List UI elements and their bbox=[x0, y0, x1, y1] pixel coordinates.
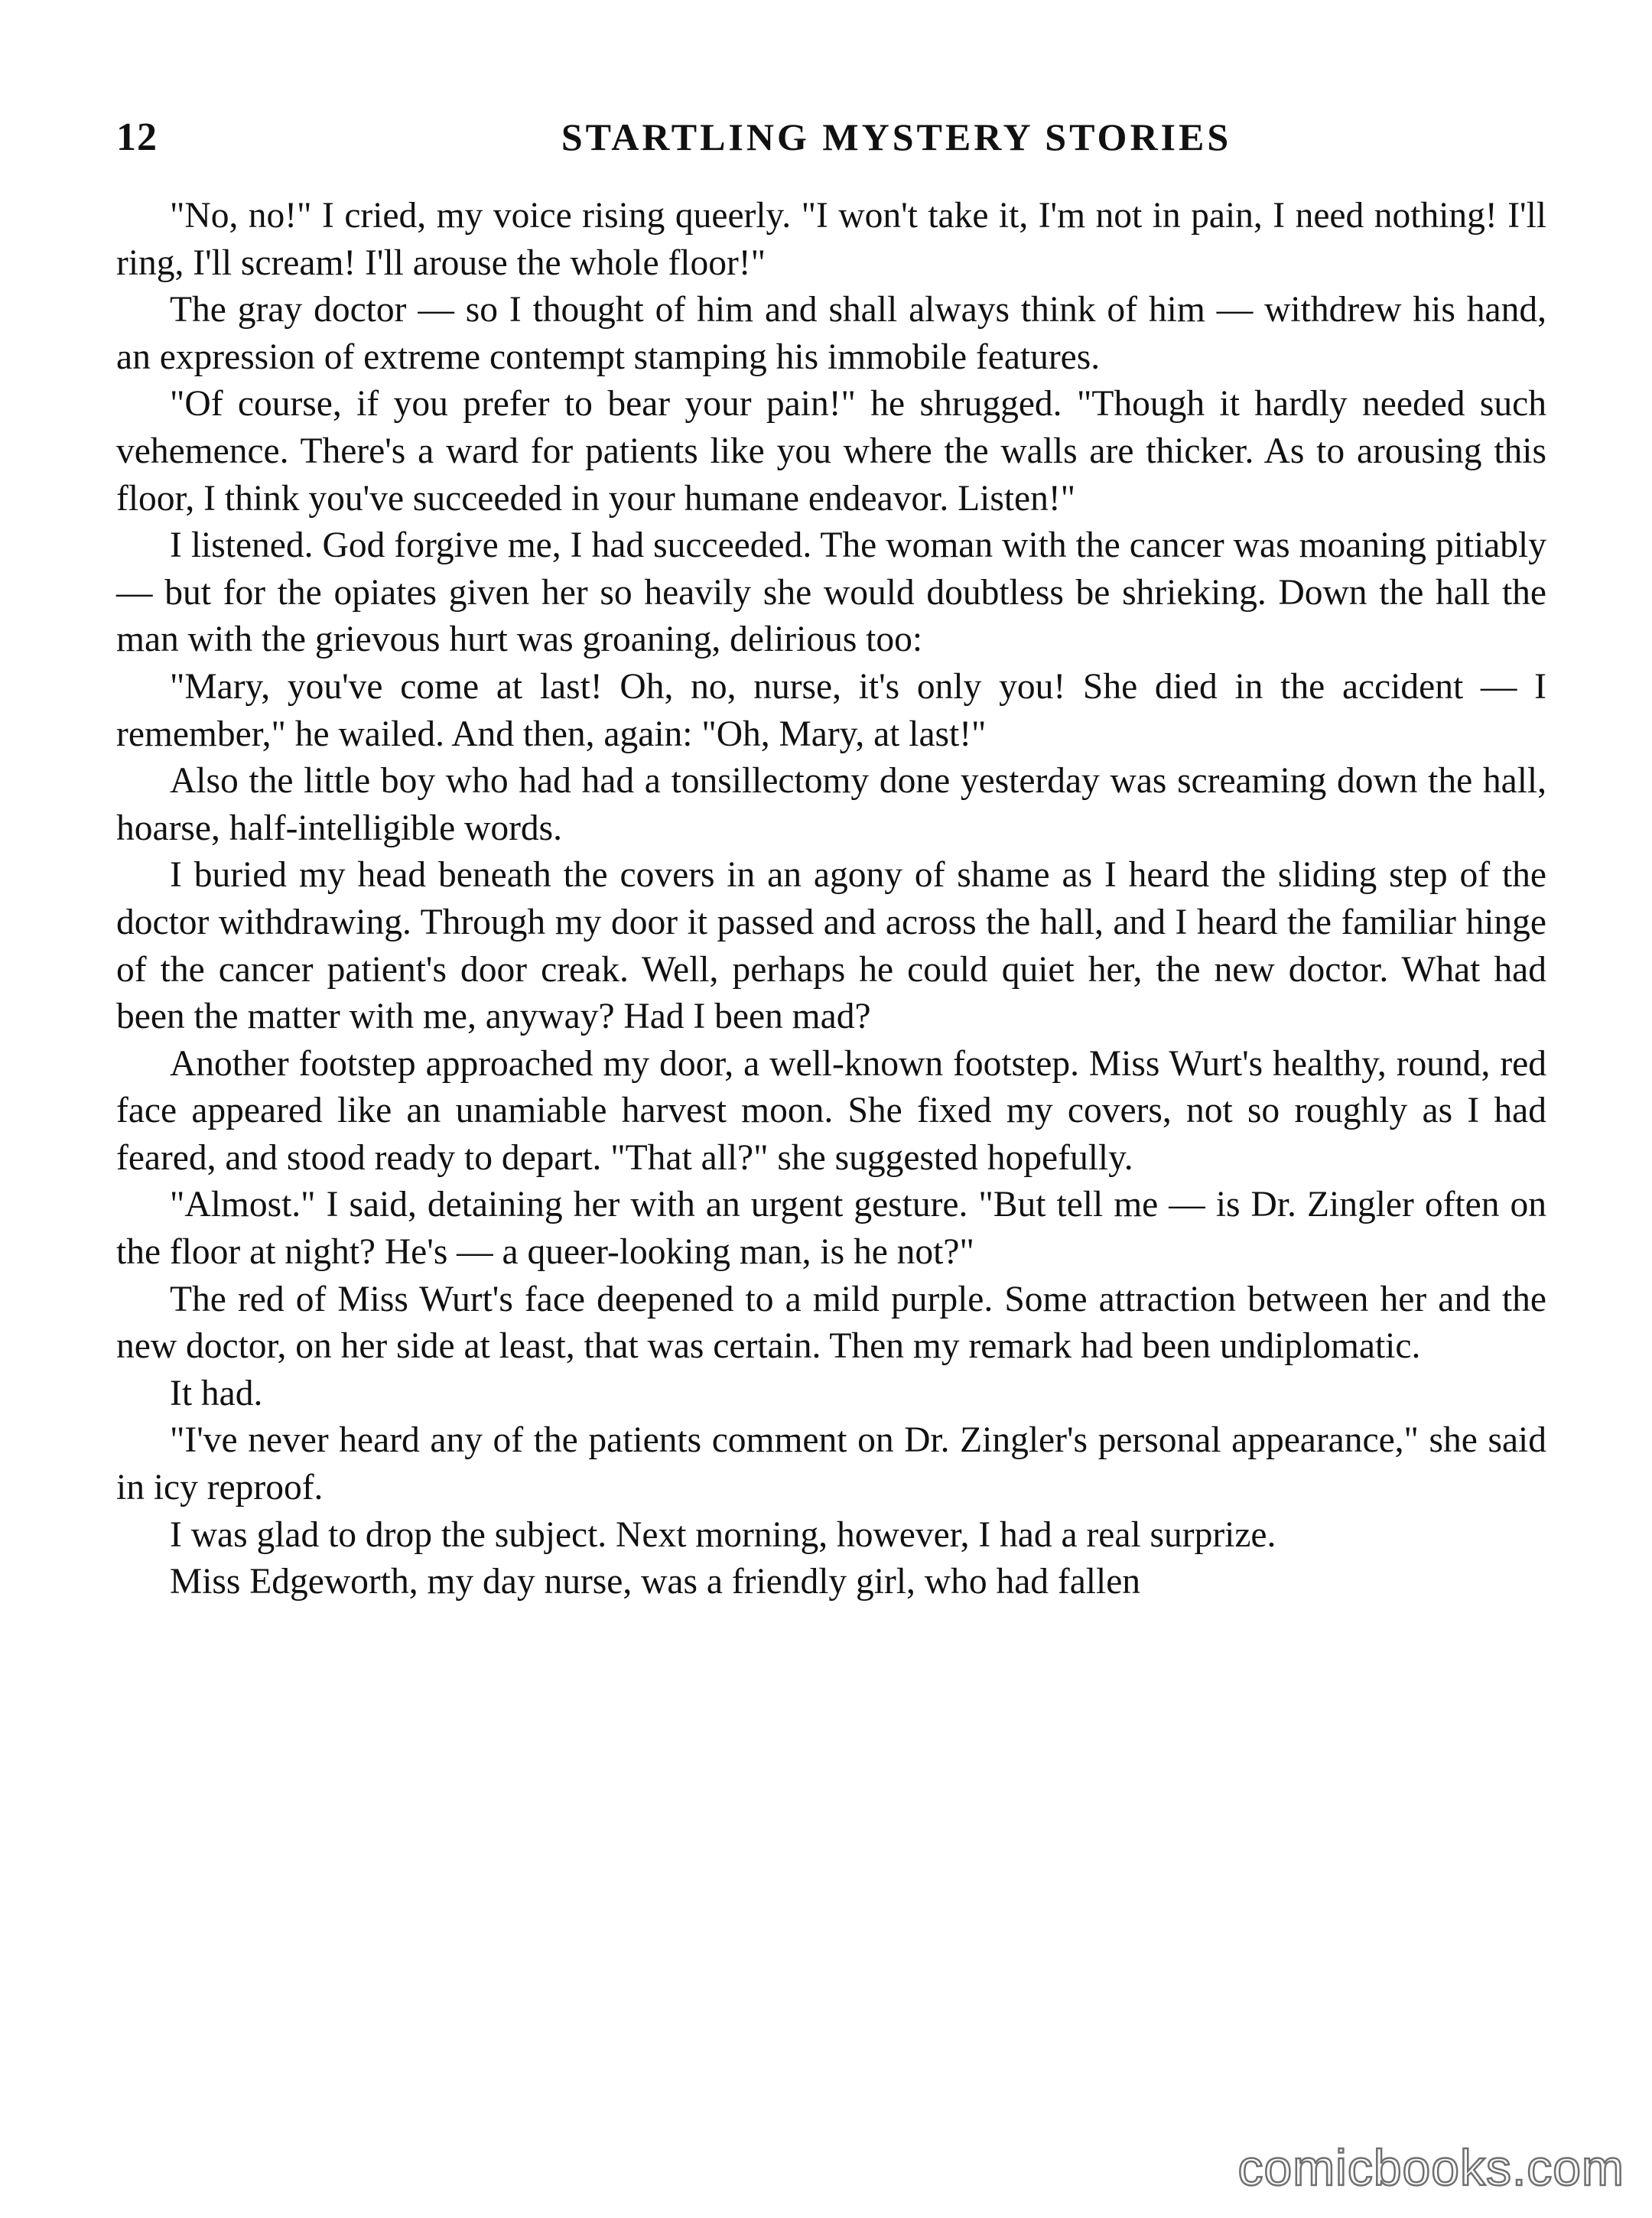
paragraph: "Almost." I said, detaining her with an urgent gesture. "But tell me — is Dr. Zingler often on the floor at night? He's — a queer-looking man, is he not?" bbox=[116, 1185, 1546, 1273]
paragraph: I buried my head beneath the covers in an agony of shame as I heard the sliding step of the doctor withdrawing. Through my door it passed and across the hall, and I heard the familiar hinge of the cancer patient's door creak. Well, perhaps he could quiet her, the new doctor. What had been the matter with me, anyway? Had I been mad? bbox=[116, 855, 1546, 1037]
paragraph: I was glad to drop the subject. Next morning, however, I had a real surprize. bbox=[170, 1514, 1276, 1555]
paragraph: Also the little boy who had had a tonsillectomy done yesterday was screaming down the hall, hoarse, half-intelligible words. bbox=[116, 761, 1546, 848]
paragraph: The gray doctor — so I thought of him and shall always think of him — withdrew his hand, an expression of extreme contempt stamping his immobile features. bbox=[116, 290, 1546, 377]
paragraph: "I've never heard any of the patients comment on Dr. Zingler's personal appearance," she said in icy reproof. bbox=[116, 1420, 1546, 1508]
paragraph: Another footstep approached my door, a well-known footstep. Miss Wurt's healthy, round, red face appeared like an unamiable harvest moon. She fixed my covers, not so roughly as I had feared, and stood ready to depart. "That all?" she suggested hopefully. bbox=[116, 1043, 1546, 1178]
body-text bbox=[116, 193, 1546, 1606]
paragraph: It had. bbox=[170, 1373, 263, 1413]
book-page bbox=[116, 115, 1546, 1606]
page-number: 12 bbox=[116, 115, 158, 159]
paragraph: I listened. God forgive me, I had succeeded. The woman with the cancer was moaning pitiably — but for the opiates given her so heavily she would doubtless be shrieking. Down the hall the man with the grievous hurt was groaning, delirious too: bbox=[116, 525, 1546, 660]
paragraph: Miss Edgeworth, my day nurse, was a friendly girl, who had fallen bbox=[170, 1562, 1141, 1602]
site-watermark: comicbooks.com bbox=[1237, 2139, 1624, 2196]
paragraph: The red of Miss Wurt's face deepened to a mild purple. Some attraction between her and the new doctor, on her side at least, that was certain. Then my remark had been undiplomatic. bbox=[116, 1279, 1546, 1367]
paragraph: "Mary, you've come at last! Oh, no, nurse, it's only you! She died in the accident — I remember," he wailed. And then, again: "Oh, Mary, at last!" bbox=[116, 666, 1546, 754]
paragraph: "Of course, if you prefer to bear your pain!" he shrugged. "Though it hardly needed such vehemence. There's a ward for patients like you where the walls are thicker. As to arousing this floor, I think you've succeeded in your humane endeavor. Listen!" bbox=[116, 384, 1546, 519]
page-header bbox=[116, 115, 1546, 184]
running-head: STARTLING MYSTERY STORIES bbox=[561, 115, 1232, 158]
paragraph: "No, no!" I cried, my voice rising queerly. "I won't take it, I'm not in pain, I need nothing! I'll ring, I'll scream! I'll arouse the whole floor!" bbox=[116, 196, 1546, 283]
